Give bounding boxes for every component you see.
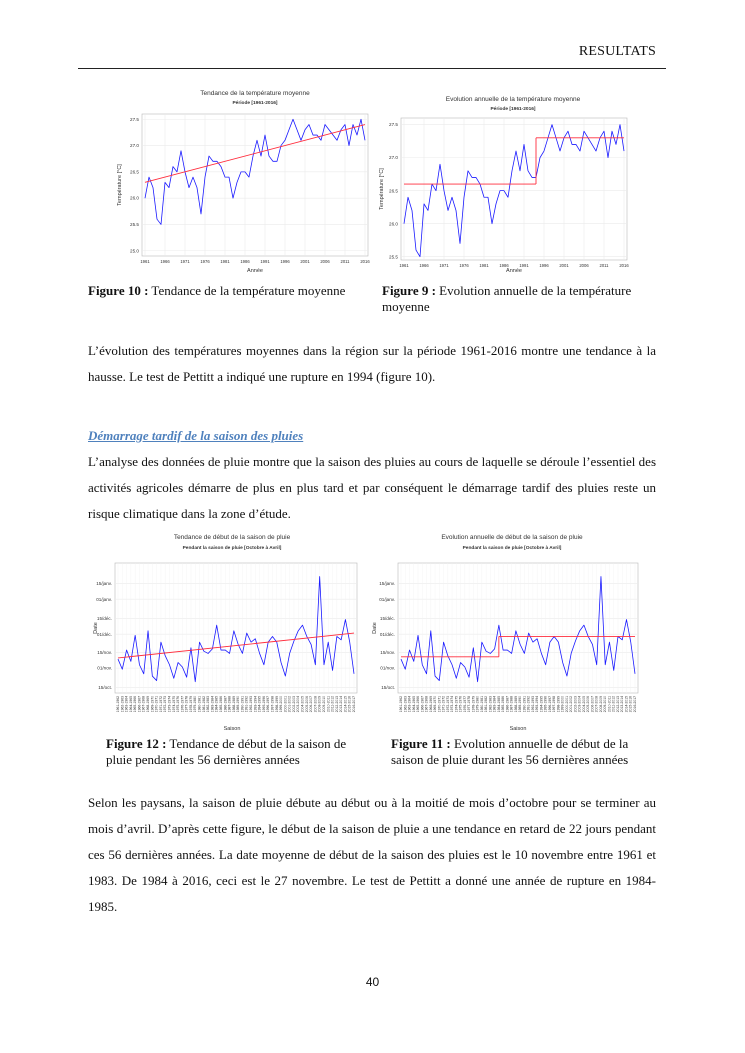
x-tick-label: 2003-2004 (296, 696, 301, 713)
x-tick-label: 1981 (220, 259, 230, 264)
y-axis-label: Température [°C] (379, 168, 385, 210)
x-tick-label: 1971-1972 (158, 696, 163, 713)
x-tick-label: 2004-2005 (300, 696, 305, 713)
x-tick-label: 1980-1981 (197, 696, 202, 713)
x-tick-label: 1978-1979 (471, 696, 476, 713)
x-tick-label: 1981-1982 (201, 696, 206, 713)
x-tick-label: 2006 (320, 259, 330, 264)
x-tick-label: 2006-2007 (309, 696, 314, 713)
y-tick-label: 26.5 (389, 188, 398, 194)
x-tick-label: 1986-1987 (223, 696, 228, 713)
x-tick-label: 1976 (200, 259, 210, 264)
y-tick-label: 25.5 (389, 254, 398, 260)
x-tick-label: 1998-1999 (556, 696, 561, 713)
x-tick-label: 2000-2001 (283, 696, 288, 713)
x-tick-label: 1962-1963 (403, 696, 408, 713)
x-tick-label: 1962-1963 (120, 696, 125, 713)
paragraph-temperature: L’évolution des températures moyennes dans la région sur la période 1961-2016 montre une tendance à la hausse. Le test de Pettitt a indiqué une rupture en 1994 (figure 10). (88, 343, 656, 384)
x-tick-label: 1983-1984 (210, 696, 215, 713)
x-tick-label: 1966-1967 (137, 696, 142, 713)
y-axis-label: Température [°C] (117, 164, 123, 206)
x-tick-label: 1981 (479, 263, 489, 268)
x-tick-label: 1973-1974 (167, 696, 172, 713)
x-tick-label: 1969-1970 (433, 696, 438, 713)
x-tick-label: 1961 (399, 263, 409, 268)
caption-figure-10: Figure 10 : Tendance de la température moyenne (88, 283, 346, 298)
y-tick-label: 26.0 (389, 221, 398, 227)
x-tick-label: 1975-1976 (176, 696, 181, 713)
section-header-title: RESULTATS (578, 44, 656, 59)
chart-rain-start-annual (368, 530, 643, 735)
x-tick-label: 1990-1991 (240, 696, 245, 713)
x-tick-label: 1965-1966 (416, 696, 421, 713)
x-tick-label: 2011 (599, 263, 609, 268)
y-tick-label: 26.5 (130, 169, 139, 175)
x-tick-label: 1964-1965 (128, 696, 133, 713)
y-tick-label: 25.5 (130, 222, 139, 228)
x-tick-label: 1966-1967 (420, 696, 425, 713)
x-tick-label: 1999-2000 (279, 696, 284, 713)
x-tick-label: 1961-1962 (399, 696, 403, 713)
x-tick-label: 1986 (240, 259, 250, 264)
x-tick-label: 1990-1991 (522, 696, 527, 713)
chart-temperature-annual (376, 90, 634, 276)
x-tick-label: 1998-1999 (274, 696, 279, 713)
x-tick-label: 2006-2007 (590, 696, 595, 713)
plot-area (142, 114, 368, 256)
chart-rain-start-trend (88, 530, 363, 735)
x-tick-label: 1973-1974 (450, 696, 455, 713)
chart-title: Tendance de la température moyenne (200, 90, 310, 97)
x-axis-label: Saison (223, 726, 241, 732)
chart-title: Evolution annuelle de la température moyenne (445, 96, 581, 103)
x-tick-label: 1987-1988 (227, 696, 232, 713)
x-tick-label: 2002-2003 (291, 696, 296, 713)
x-tick-label: 1967-1968 (424, 696, 429, 713)
x-tick-label: 2002-2003 (573, 696, 578, 713)
x-tick-label: 1974-1975 (171, 696, 176, 713)
x-tick-label: 2007-2008 (313, 696, 318, 713)
chart-subtitle: Pendant la saison de pluie [Octobre à Avril] (182, 546, 282, 551)
x-tick-label: 1982-1983 (488, 696, 493, 713)
x-tick-label: 1976 (459, 263, 469, 268)
y-tick-label: 25.0 (130, 248, 139, 254)
x-axis-label: Année (506, 268, 522, 274)
x-tick-label: 1963-1964 (124, 696, 129, 713)
x-tick-label: 1971-1972 (441, 696, 446, 713)
x-tick-label: 1989-1990 (236, 696, 241, 713)
x-tick-label: 1972-1973 (163, 696, 168, 713)
x-tick-label: 1972-1973 (445, 696, 450, 713)
y-axis-label: Date (372, 622, 378, 634)
x-tick-label: 1961-1962 (116, 696, 120, 713)
y-tick-label: 27.5 (130, 116, 139, 122)
x-tick-label: 1987-1988 (509, 696, 514, 713)
y-tick-label: 15/nov. (97, 649, 112, 655)
x-tick-label: 1996-1997 (547, 696, 552, 713)
x-tick-label: 2015-2016 (628, 696, 633, 713)
x-tick-label: 2013-2014 (620, 696, 625, 713)
chart-subtitle: Pendant la saison de pluie [Octobre à Avril] (462, 546, 562, 551)
x-tick-label: 1978-1979 (188, 696, 193, 713)
paragraph-rain-analysis: L’analyse des données de pluie montre que la saison des pluies au cours de laquelle se déroule l’essentiel des activités agricoles démarre de plus en plus tard et par conséquent le démarrage tardif des pluies reste un risque climatique dans la zone d’étude. (88, 454, 656, 521)
x-tick-label: 2012-2013 (615, 696, 620, 713)
x-tick-label: 1985-1986 (501, 696, 506, 713)
y-tick-label: 15/oct. (98, 684, 112, 690)
x-tick-label: 1984-1985 (496, 696, 501, 713)
x-tick-label: 1969-1970 (150, 696, 155, 713)
y-tick-label: 27.5 (389, 122, 398, 128)
x-tick-label: 1991 (519, 263, 529, 268)
plot-area (115, 563, 357, 693)
y-axis-label: Date (93, 622, 99, 634)
y-tick-label: 27.0 (389, 155, 398, 161)
y-tick-label: 27.0 (130, 143, 139, 149)
x-tick-label: 1965-1966 (133, 696, 138, 713)
x-tick-label: 1992-1993 (530, 696, 535, 713)
x-tick-label: 2008-2009 (317, 696, 322, 713)
x-tick-label: 1995-1996 (261, 696, 266, 713)
page-header (78, 40, 666, 69)
x-tick-label: 1979-1980 (193, 696, 198, 713)
x-tick-label: 1996 (280, 259, 290, 264)
chart-title: Tendance de début de la saison de pluie (173, 534, 291, 541)
y-tick-label: 01/janv. (96, 596, 112, 602)
x-tick-label: 2006 (579, 263, 589, 268)
caption-figure-12: Figure 12 : Tendance de début de la saison de pluie pendant les 56 dernières années (106, 736, 347, 767)
y-tick-label: 01/déc. (96, 631, 112, 637)
x-tick-label: 2015-2016 (347, 696, 352, 713)
x-axis-label: Saison (509, 726, 527, 732)
x-tick-label: 1997-1998 (552, 696, 557, 713)
plot-area (398, 563, 638, 693)
x-tick-label: 1984-1985 (214, 696, 219, 713)
x-tick-label: 1989-1990 (518, 696, 523, 713)
x-tick-label: 2001-2002 (287, 696, 292, 713)
x-tick-label: 1994-1995 (539, 696, 544, 713)
section-title: Démarrage tardif de la saison des pluies (88, 428, 304, 443)
x-tick-label: 1970-1971 (437, 696, 442, 713)
y-tick-label: 26.0 (130, 195, 139, 201)
x-tick-label: 2014-2015 (624, 696, 629, 713)
x-tick-label: 2001-2002 (569, 696, 574, 713)
x-tick-label: 2009-2010 (603, 696, 608, 713)
caption-figure-11: Figure 11 : Evolution annuelle de début de la saison de pluie durant les 56 dernières années (391, 736, 629, 767)
x-tick-label: 1966 (160, 259, 170, 264)
x-axis-label: Année (247, 268, 263, 274)
x-tick-label: 1961 (140, 259, 150, 264)
x-tick-label: 2001 (559, 263, 569, 268)
x-tick-label: 2008-2009 (598, 696, 603, 713)
x-tick-label: 2004-2005 (581, 696, 586, 713)
page-number: 40 (365, 975, 380, 989)
x-tick-label: 2000-2001 (564, 696, 569, 713)
y-tick-label: 15/janv. (96, 580, 112, 586)
chart-title: Evolution annuelle de début de la saison de pluie (441, 534, 583, 541)
x-tick-label: 2011-2012 (330, 696, 335, 712)
x-tick-label: 1991-1992 (526, 696, 531, 713)
y-tick-label: 01/déc. (379, 631, 395, 637)
x-tick-label: 1977-1978 (467, 696, 472, 713)
x-tick-label: 2013-2014 (339, 696, 344, 713)
x-tick-label: 1974-1975 (454, 696, 459, 713)
x-tick-label: 2011 (340, 259, 350, 264)
x-tick-label: 2011-2012 (611, 696, 616, 712)
chart-temperature-trend (112, 86, 374, 276)
chart-subtitle: Période [1961-2016] (490, 107, 536, 112)
y-tick-label: 01/janv. (379, 596, 395, 602)
x-tick-label: 1993-1994 (535, 696, 540, 713)
x-tick-label: 1971 (180, 259, 190, 264)
x-tick-label: 1976-1977 (180, 696, 185, 713)
x-tick-label: 2016-2017 (352, 696, 356, 713)
x-tick-label: 2014-2015 (343, 696, 348, 713)
chart-subtitle: Période [1961-2016] (232, 101, 278, 106)
x-tick-label: 1966 (419, 263, 429, 268)
x-tick-label: 1991-1992 (244, 696, 249, 713)
x-tick-label: 1976-1977 (462, 696, 467, 713)
x-tick-label: 1963-1964 (407, 696, 412, 713)
x-tick-label: 1996 (539, 263, 549, 268)
x-tick-label: 1964-1965 (411, 696, 416, 713)
y-tick-label: 15/déc. (96, 615, 112, 621)
x-tick-label: 1992-1993 (249, 696, 254, 713)
x-tick-label: 1986-1987 (505, 696, 510, 713)
x-tick-label: 1993-1994 (253, 696, 258, 713)
x-tick-label: 1988-1989 (513, 696, 518, 713)
x-tick-label: 1971 (439, 263, 449, 268)
x-tick-label: 1970-1971 (154, 696, 159, 713)
caption-figure-9: Figure 9 : Evolution annuelle de la température moyenne (382, 283, 632, 314)
x-tick-label: 1975-1976 (458, 696, 463, 713)
x-tick-label: 1994-1995 (257, 696, 262, 713)
x-tick-label: 2005-2006 (304, 696, 309, 713)
y-tick-label: 15/janv. (379, 580, 395, 586)
x-tick-label: 1995-1996 (543, 696, 548, 713)
x-tick-label: 1996-1997 (266, 696, 271, 713)
x-tick-label: 1999-2000 (560, 696, 565, 713)
x-tick-label: 2010-2011 (607, 696, 612, 712)
x-tick-label: 1979-1980 (475, 696, 480, 713)
x-tick-label: 1986 (499, 263, 509, 268)
x-tick-label: 1985-1986 (218, 696, 223, 713)
y-tick-label: 15/oct. (381, 684, 395, 690)
x-tick-label: 1967-1968 (141, 696, 146, 713)
x-tick-label: 2016-2017 (633, 696, 637, 713)
x-tick-label: 1991 (260, 259, 270, 264)
paragraph-rain-start: Selon les paysans, la saison de pluie débute au début ou à la moitié de mois d’octobre pour se terminer au mois d’avril. D’après cette figure, le début de la saison de pluie a une tendance en retard de 22 jours pendant ces 56 dernières années. La date moyenne de début de la saison des pluies est le 10 novembre entre 1961 et 1983. De 1984 à 2016, ceci est le 27 novembre. Le test de Pettitt a donné une année de rupture en 1984-1985. (88, 795, 656, 914)
x-tick-label: 1980-1981 (479, 696, 484, 713)
x-tick-label: 2009-2010 (321, 696, 326, 713)
x-tick-label: 1968-1969 (146, 696, 151, 713)
x-tick-label: 1977-1978 (184, 696, 189, 713)
x-tick-label: 2016 (619, 263, 629, 268)
x-tick-label: 2012-2013 (334, 696, 339, 713)
x-tick-label: 1988-1989 (231, 696, 236, 713)
x-tick-label: 1981-1982 (484, 696, 489, 713)
x-tick-label: 1982-1983 (206, 696, 211, 713)
y-tick-label: 01/nov. (97, 665, 112, 671)
x-tick-label: 1983-1984 (492, 696, 497, 713)
x-tick-label: 2001 (300, 259, 310, 264)
x-tick-label: 2010-2011 (326, 696, 331, 712)
y-tick-label: 15/nov. (380, 649, 395, 655)
y-tick-label: 15/déc. (379, 615, 395, 621)
y-tick-label: 01/nov. (380, 665, 395, 671)
x-tick-label: 1968-1969 (428, 696, 433, 713)
x-tick-label: 2003-2004 (577, 696, 582, 713)
x-tick-label: 2007-2008 (594, 696, 599, 713)
x-tick-label: 1997-1998 (270, 696, 275, 713)
x-tick-label: 2016 (360, 259, 370, 264)
x-tick-label: 2005-2006 (586, 696, 591, 713)
